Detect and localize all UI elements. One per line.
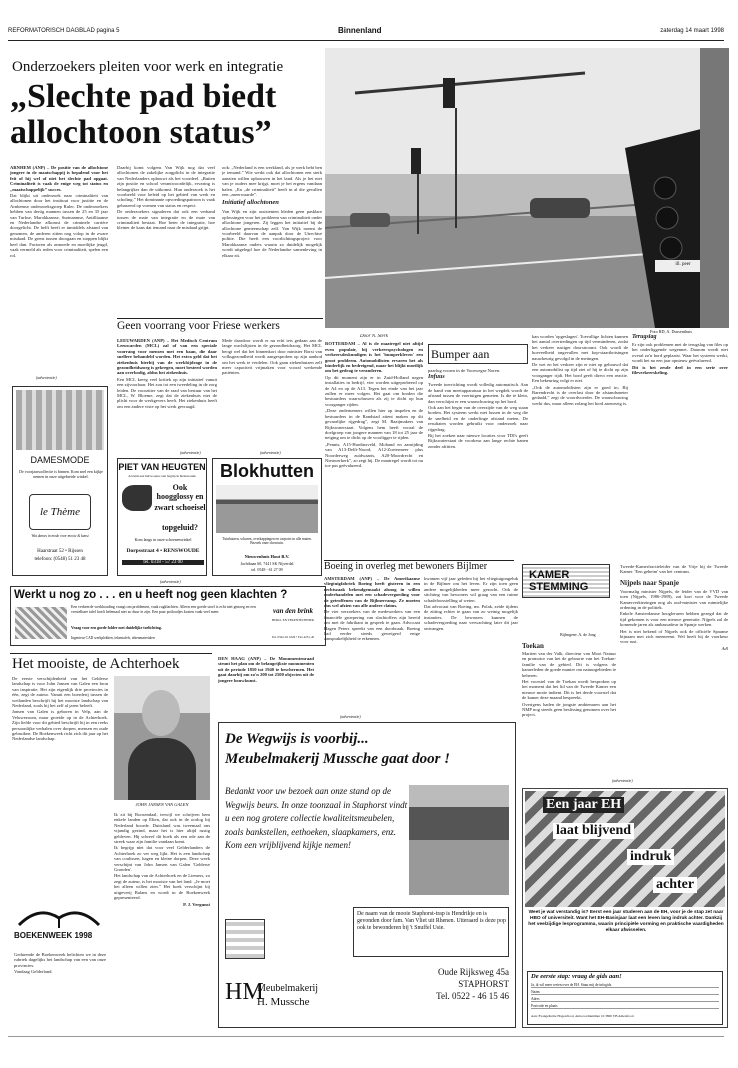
blokhutten-body: Tuinhuizen, schuren, overkappingen en carports in alle maten. Bezoek onze showtuin. <box>222 537 312 546</box>
friese-col-2: Mede daardoor wordt er nu echt iets gedaan aan de lange wachtlijsten in de gezondheidszorg. Het MCL beogt wel dat het binnenkort door minister Borst van volksgezondheid wordt aangesproken op zijn aanbod om het werk te verdelen. Ook gaan ziekenhuizen zelf meer capaciteit vrijmaken voor vooral werkende patiënten. <box>222 338 322 376</box>
wegwijs-note-box <box>353 907 509 957</box>
main-col-3: ook: „Nederland is een werkland, als je werk hebt ben je iemand.” Wie werkt ook dat allochtonen een sterk aanzien willen opbouwen in het land. Als je het niet van je ouders mee krijgt, moet je het ergens vandaan halen. „En „de criminaliteit” heeft in al die gevallen een „meerwaarde”. Initiatief allochtonen Van Wijk en zijn assistenten bleden geen pasklare oplossingen voor het probleem van criminaliteit onder allochtone jongeren. Zij leggen het initiatief bij de allochtone gemeenschap zelf. Van Wijk noemt de voorbeeld daarvan de aanpak door de Utrechtse politie. Die heeft een voorlichtingsproject voor Marokkaanse ouders waarin zo duidelijk mogelijk wordt uitgelegd hoe de Nederlandse samenleving in elkaar zit. <box>222 165 322 258</box>
heugten-name: PIET VAN HEUGTEN <box>118 462 206 472</box>
bumper-headline: Bumper aan <box>431 347 490 361</box>
ad-label-wegwijs: (advertentie) <box>340 714 361 719</box>
wegwijs-body: Bedankt voor uw bezoek aan onze stand op de Wegwijs beurs. In onze toonzaal in Staphorst vindt u een nog grotere collectie kwaliteitsmeubelen, zoals bankstellen, eethoeken, slaapkamers, enz. Kom een vrijblijvend kijkje nemen! <box>225 786 408 850</box>
header-date: zaterdag 14 maart 1998 <box>660 28 724 34</box>
blokhutten-company: Nieuwenhuis Hout B.V. <box>244 554 290 559</box>
achterhoek-col-1: De eerste verschijdenheid van het Gelderse landschap is voor John Jansen van Galen een bron van inspiratie. Het zijn eigenlijk drie provincies in één, zegt de auteur. Vanuit een boerderij tussen de weilanden beschrijft hij het mooiste landschap van Nederland, zoals hij het zelf al jaren beleeft. Jansen van Galen is geboren in Velp, aan de Veluwezoom, maar groeide op in de Achterhoek. Zijn liefde voor dit gebied beschrijft hij in een reeks persoonlijke verhalen over dorpen, mensen en oude gebruiken. De Boekenweek richt zich dit jaar op het Nederlandse landschap. <box>12 676 108 742</box>
boeing-headline: Boeing in overleg met bewoners Bijlmer <box>324 561 488 572</box>
mussche-company-1: Meubelmakerij <box>257 983 319 994</box>
ad-wegwijs[interactable] <box>218 722 516 1028</box>
heugten-headline-2: zwart schoeisel <box>154 503 206 512</box>
ad-label-banner: (advertentie) <box>160 579 181 584</box>
ad-label-eh: (advertentie) <box>612 778 633 783</box>
banner-phone: Tel. 0342-45 1026 • Fax 4251-45 <box>271 635 315 639</box>
ad-banner[interactable] <box>10 586 326 646</box>
kamer-caption: Bijlmgenv. A. de Jong <box>560 632 596 637</box>
wegwijs-note: De naam van de mooie Staphorst-trap is Hendrikje en is gevonden door fam. Van Vliet uit Rhenen. Uiteraard is deze pop ook te bewonderen bij 't Snuffel Usie. <box>357 911 506 931</box>
main-kicker: Onderzoekers pleiten voor werk en integratie <box>12 59 284 75</box>
header-left: REFORMATORISCH DAGBLAD pagina 5 <box>8 28 120 34</box>
ad-label-heugten: (advertentie) <box>180 450 201 455</box>
mussche-town: STAPHORST <box>458 979 509 989</box>
heugten-body: Kom langs in onze schoenenwinkel <box>134 537 192 542</box>
ad-label-damesmode: (advertentie) <box>36 376 57 380</box>
traffic-sign-text: ill. peer <box>675 262 691 267</box>
banner-logo: van den brink <box>272 607 314 615</box>
banner-bold: Vraag voor een goede folder met duidelijke toelichting. <box>71 626 162 630</box>
traffic-photo-credit: Foto RD, A. Dussenthuis <box>650 329 692 334</box>
book-icon <box>14 900 104 930</box>
main-col-2: Daarbij komt volgens Van Wijk nog dat veel allochtonen de zakelijke zorgplicht in de integratie van Nederlanders opbouwt als het voordeel. „Buiten zijn positie en school verantwoordelijk, ervaring is belangrijker dan de uitkomst. Hun onderzoek is het voorbeeld voor beleid op het gebied van werk en scholing.” Het dominante opvoedingspatroon is vaak gebaseerd op vormen van status en respect. De onderzoekers signaleren dat ook een verband tussen de mate van integratie en de mate van criminaliteit bestaat. Hoe beter de integratie, hoe kleiner de kans dat iemand naar de misdaad grijpt. <box>117 165 215 231</box>
eh-form-field-2[interactable]: Adres <box>531 997 719 1002</box>
eh-body: Weet je wat verstandig is? Eerst een jaar studeren aan de EH, voor je de stap zet naar HBO of universiteit. Want het EH-Basisjaar laat een leven lang indruk achter. Dankzij het veelzijdige lesprogramma, waarin principiële vorming en praktische vaardigheden elkaar afwisselen. <box>528 910 724 933</box>
eh-line-1: Een jaar EH <box>543 797 624 813</box>
furniture-photo <box>225 919 265 959</box>
eh-line-4: achter <box>653 877 697 893</box>
banner-footer: Ingenieur CAD werkplekken, tekentafels, tekenmaterialen <box>71 636 155 640</box>
damesmode-address: Haarstraat 52 • Rijssen <box>37 549 83 554</box>
boekenweek-note: Gedurende de Boekenweek belichten we in deze rubriek dagelijks het landschap van een van onze provincies. Vandaag Gelderland. <box>14 952 106 975</box>
denhaag-col-1: DEN HAAG (ANP) – De Monumentenraad steunt het plan om de belangrijkste monumenten uit de periode 1850 tot 1940 te beschermen. Het gaat daarbij om zo'n 200 tot 2500 objecten uit de jongere bouwkunst. <box>218 656 314 683</box>
desk-illustration <box>15 607 67 639</box>
damesmode-logo-text: le Thème <box>39 506 80 518</box>
achterhoek-headline: Het mooiste, de Achterhoek <box>12 656 180 672</box>
eh-form-field-0[interactable]: Ja, ik wil meer weten over de EH. Stuur mij de infogids. <box>531 983 719 988</box>
wegwijs-title-1: De Wegwijs is voorbij... <box>225 731 369 747</box>
blokhutten-address: Jachtbaan 60, 7441 SK Nijverdal <box>240 561 294 566</box>
heugten-address: Dorpsstraat 4 • RENSWOUDE <box>126 548 200 554</box>
traffic-light-photo <box>325 48 729 328</box>
damesmode-logo <box>29 494 91 530</box>
eh-form[interactable] <box>527 971 723 1025</box>
blokhutten-title: Blokhutten <box>220 461 314 481</box>
main-headline: „Slechte pad biedt allochtoon status” <box>10 79 277 151</box>
friese-headline: Geen voorrang voor Friese werkers <box>117 320 280 332</box>
clothes-rack-photo <box>16 390 104 450</box>
eh-form-title: De eerste stap: vraag de gids aan! <box>531 973 622 980</box>
ad-eh[interactable] <box>522 788 728 1028</box>
boeing-col-2: kwamen vijf jaar geleden bij het vliegtuigongeluk in de Bijlmer om het leven. Er zijn toen geen andere mogelijkheden meer gezocht. Ook de stichting van bewoners wil graag van een ruime schadeloosstelling af weten. Dat advocaat van Boeing, mr. Polak, zeide tijdens de zitting echter te gaan van zo weinig mogelijk instanties. De bewoners kunnen de schadevergoeding naar verwachting later dit jaar ontvangen. <box>424 576 518 631</box>
ad-heugten[interactable] <box>117 458 207 576</box>
author-portrait <box>114 676 210 800</box>
kamerstemming-logo-text: KAMER STEMMING <box>529 569 589 593</box>
bumper-col-1: Door N. Sterk ROTTERDAM – Al is de maatregel niet altijd even populair, bij verkeerspsychologen en verkeersdeskundigen is het 'bumperkleven' een groot probleem. Automobilisten ervaren het als hinderlijk en bedreigend, maar het blijkt moeilijk om het gedrag te veranderen. Op dit moment zijn er in Zuid-Holland negen installaties in bedrijf, vier worden uitgeprobeerd op de A4 en op de A13. Tegen het einde van het jaar zullen er meer volgen. Het gaat om borden die bestuurders waarschuwen als zij te dicht op hun voorganger rijden. „Deze ondernemers willen hier op inspelen en de bestuurders in de Randstad attent maken op dit gevaarlijke rijgedrag”, zegt M. Raaijmakers van Rijkswaterstaat. Volgens hem heeft vooral de doelgroep van jongere mannen van 18 tot 25 jaar de neiging om te dicht op de voorligger te rijden. „Pennis, A15-Hardinxveld, Mohand en aanrijding van A13-Delft-Noord, A12-Zoetermeer plus Noorderweg zuidwaarts, A20-Moordrecht en Nieuwerkerk”, zo zegt hij. De maatregel wordt tot nu toe pas geëvalueerd. <box>325 334 423 469</box>
bumper-headline-box <box>428 344 528 364</box>
damesmode-phone: telefoon: (0548) 51 23 48 <box>34 557 86 562</box>
bumper-col-3: kan worden 'opgeslagen'. Toevallige lichten kunnen het aantal overtredingen op tijd verminderen, zodat het verkeer rustiger doorstroomt. Ook wordt de hoeveelheid ongevallen met kop-staartbotsingen nauwkeurig gevolgd in de metingen. De wet en het verkeer zijn er niet op gebouwd dat een automobilist op tijd ziet of hij te dicht op zijn voorganger rijdt. Het bord geeft direct een reactie. Een bekeuring volgt er niet. „Ook de automobilisten zijn er goed in; Bij Barendrecht is de overlast door de afstandsmeter gedaald,” zegt de woordvoerder. De waarschuwing werkt dus, maar alleen zolang het bord aanwezig is. <box>532 334 628 406</box>
eh-line-3: indruk <box>627 849 674 865</box>
bumper-col-2: paarlug voorm in de Voorwegse Noren. Infuus Tweede toerrichting wordt volledig automatisch. Aan de hand van meetapparatuur in het wegdek wordt de afstand tussen de voertuigen gemeten. Is die te klein, dan verschijnt er een waarschuwing op het bord. Ook aan het begin van de overzijde van de weg staan borden. Het systeem werkt met lussen in de weg die de snelheid en de onderlinge afstand meten. De resultaten worden gebruikt voor onderzoek naar rijgedrag. Bij het zoeken naar nieuwe locaties voor TDI's geeft Rijkswaterstaat de voorkeur aan lange rechte banen zonder afritten. <box>428 368 528 449</box>
eh-line-2: laat blijvend <box>553 823 634 839</box>
bumper-col-4: Terugslag Er zijn ook problemen met de terugslag van files op het onderliggende wegennet. Daarom wordt niet overal zo'n bord geplaatst. Waar het systeem werkt, wordt het na een jaar opnieuw geëvalueerd. Dit is het zesde deel in een serie over fileverkeerskeling. <box>632 334 728 376</box>
achterhoek-col-2: Ik zit bij Roosendaal, terwijl we schrijven hem enkele landen op Elten, dat ook in de oorlog bij Nederland hoorde. Duitsland was tweemaal ons vijandig gezind, maar het is hier altijd rustig gebleven. Hij schreef dit boek als een ode aan de streek waar zijn familie vandaan komt. Ik begrijp niet dat voor veel Gelderlanders de Achterhoek zo ver weg lijkt. Het is een landschap van coulissen, hagen en kleine dorpen. Deze week verschijnt van John Jansen van Galen 'Gelderse Gronden'. Het landschap van de Achterhoek en de Liemers, zo zegt de auteur, is het mooiste van het land. „Je moet het alleen willen zien.” Het boek verschijnt bij uitgeverij Balans en wordt in de Boekenweek gepresenteerd. P. J. Vergunst <box>114 812 210 907</box>
friese-col-1: LEEUWARDEN (ANP) – Het Medisch Centrum Leeuwarden (MCL) zal of van een speciale voorrang voor mensen met een baan, die daar snellere behandeld worden. Het extra geld dat het ziekenhuis hierbij van de werkbijdrage in de gezondheidszorg is gekregen, moet besteed worden aan overbodig, aldus het ziekenhuis. Een MCL kreeg veel kritiek op zijn initiatief vanuit een zijvoorhaar. Het zou tot een tweedeling in de zorg leiden. De voorzitter van de raad van bestuur van het MCL, W. Bloeme, zegt dat de ziekenhuis niet de plicht voor de werkgevers heeft. Het ziekenhuis heeft om een andere visie op het werk gevraagd. <box>117 338 217 409</box>
ad-damesmode[interactable] <box>12 386 108 576</box>
nijpels-col: Tweede-Kamerfractieleider van de Vrije bij de Tweede Kamer. 'Een geheim' van het centrum. Nijpels naar Spanje Voormalig minister Nijpels, de leider van de VVD van toen (Nijpels, 1986-1989), zat kort voor de Tweede Kamerverkiezingen nog als oud-minister van ruimtelijke ordening in de politiek. Enkele Amsterdamse hoogleraren hebben gezegd dat de tijd gekomen is voor een nieuwe generatie. Nijpels zal de komende jaren als ambassadeur in Spanje werken. Het is niet bekend of Nijpels ook de officiële Spaanse bijnaam met zich meeneemt. Wel heeft hij de voorkeur voor rust. Adl <box>620 564 728 651</box>
boekenweek-logo <box>14 900 104 950</box>
wegwijs-title-2: Meubelmakerij Mussche gaat door ! <box>225 751 451 767</box>
kamerstemming-logo <box>522 564 610 598</box>
ad-blokhutten[interactable] <box>212 458 322 576</box>
mussche-company-2: H. Mussche <box>257 996 310 1008</box>
author-caption: JOHN JANSEN VAN GALEN <box>135 802 189 807</box>
heugten-headline-3: topgeluid? <box>161 523 198 532</box>
cabin-photo <box>216 485 318 533</box>
mussche-address: Oude Rijksweg 45a <box>438 967 509 977</box>
heugten-headline-1: Ook hoogglossy en <box>156 483 204 501</box>
damesmode-title: DAMESMODE <box>30 455 90 465</box>
doll-photo <box>409 785 509 895</box>
main-col-1: ARNHEM (ANP) – De positie van de allochtone jongere in de maatschappij is bepalend voor het feit of hij wel of niet het slechte pad opgaat. Criminaliteit is vaak de enige weg tot status en „maatschappelijk” succes. Dat blijkt uit onderzoek naar criminaliteit van allochtonen door het instituut voor justitie en de Arnhemse onderzoeksgroep Ruler. De onderzoekers hebben van dertig mannen tussen de 25 en 35 jaar van Turkse, Marokkaanse, Surinaamse, Antilliaanse en Nederlandse afkomst de criminele carrière doorgelicht. De helft heeft er inmiddels afstand van genomen, de anderen zitten nog volop in de zware misdaad. De grens tussen doorgaan en stoppen blijkt heel dun. Factoren als armoede en moeilijke jeugd, vaak vermeld als reden voor criminaliteit, spelen een rol. <box>10 165 108 258</box>
heugten-phone: tel. 0318 - 57 23 00 <box>122 560 204 565</box>
page-header <box>8 26 724 40</box>
eh-form-footer: Aan: Evangelische Hogeschool, Antwoordnummer 10 3800 VB Amersfoort <box>531 1014 634 1018</box>
damesmode-slogan: Wat dames in mode voor mooie & kunst <box>31 534 89 538</box>
blokhutten-phone: tel. 0548 - 61 27 09 <box>251 567 283 572</box>
shoe-icon <box>122 485 152 511</box>
kamer-col: Toekan Martien van der Valk, directeur van Mooi Natuur en promotor van het de geboorte van het Toekan-familie van de gebied. Dit is volgens de kamerleden de goede manier om natuurgebieden te beheren. Het voorstel van de Toekan wordt besproken op het moment dat het lid van de Tweede Kamer een nieuwe motie indient. Dit is het derde voorstel dat de kamer deze maand bespreekt. Overigens haden de jongste ambtenaren aan het NMP nog steeds geen beslissing genomen over het project. <box>522 642 616 718</box>
mussche-phone: Tel. 0522 - 46 15 46 <box>436 991 509 1001</box>
boeing-col-1: AMSTERDAM (ANP) – De Amerikaanse vliegtuigfabriek Boeing heeft gisteren in een rechtszaak bekendgemaakt alsnog in willen onderhandelen met een schadevergoeding voor de getroffenen van de Bijlmerramp. Ze moeten dus wel afzien van alle andere claims. De vier verzoekers van de medewerkers van een financiële groepering van slachtoffers zijn bereid om met de fabrikant in gesprek te gaan. Advocaat Hagen Peters spreekt van een doorbraak. Boeing had eerder steeds geweigerd enige aansprakelijkheid te erkennen. <box>324 576 420 642</box>
heugten-sub: Al ruim een halve eeuw een begrip in Renswoude <box>128 474 196 478</box>
header-section: Binnenland <box>338 26 382 35</box>
damesmode-tagline: De voorjaarscollectie is binnen. Kom snel een kijkje nemen in onze uitgebreide winkel. <box>19 469 103 479</box>
traffic-scene <box>325 48 729 328</box>
eh-form-field-1[interactable]: Naam <box>531 990 719 995</box>
eh-form-field-3[interactable]: Postcode en plaats <box>531 1004 719 1009</box>
ad-label-blokhutten: (advertentie) <box>260 450 281 455</box>
mussche-monogram: HM <box>225 979 264 1005</box>
boekenweek-title: BOEKENWEEK 1998 <box>14 931 93 940</box>
banner-body: Een verkeerde werkhouding vraagt om problemen, vaak rugklachten. Alleen een goede stoel is echt niet genoeg en een verstelbare tafel hoeft helemaal niet zo duur te zijn. Een paar potloodjes kosten vaak veel meer. <box>71 605 256 614</box>
banner-title: Werkt u nog zo . . . en u heeft nog geen klachten ? <box>14 589 288 601</box>
banner-logo-sub: BURO- EN TEKENTECHNIEK <box>271 618 315 622</box>
